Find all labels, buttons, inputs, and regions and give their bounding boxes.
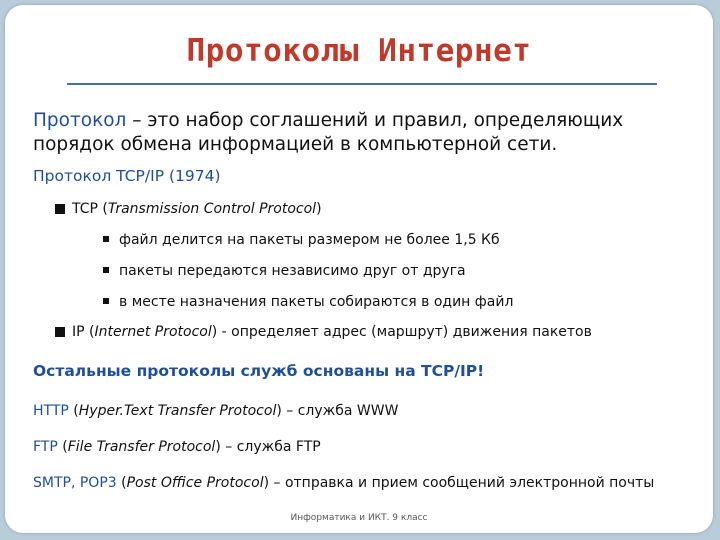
intro-line-1	[33, 110, 623, 132]
footer: Информатика и ИКТ. 9 класс	[290, 513, 428, 523]
slide-title: Протоколы Интернет	[186, 33, 532, 69]
tcp-bullet-text: файл делится на пакеты размером не более 1,5 Кб	[119, 232, 500, 248]
tcp-bullet-3	[103, 294, 513, 310]
tcp-bullet-text: пакеты передаются независимо друг от друга	[119, 263, 466, 279]
protocol-desc: ) – служба WWW	[276, 403, 399, 419]
protocol-full: File Transfer Protocol	[67, 439, 216, 455]
checkbox-bullet-icon	[55, 327, 65, 337]
tcp-full: Transmission Control Protocol	[107, 201, 317, 217]
intro-term: Протокол	[33, 110, 127, 131]
tcp-bullet-2	[103, 263, 466, 279]
other-protocols-heading: Остальные протоколы служб основаны на TCP/IP!	[33, 362, 485, 380]
ip-rest: ) - определяет адрес (маршрут) движения пакетов	[211, 324, 592, 340]
protocol-ftp: FTP (File Transfer Protocol) – служба FTP	[33, 439, 321, 455]
square-bullet-icon	[103, 236, 109, 242]
intro-text-1: – это набор соглашений и правил, определяющих	[126, 110, 624, 131]
protocol-name: SMTP, POP3	[33, 475, 117, 491]
ip-item	[55, 324, 592, 340]
tcpip-heading: Протокол TCP/IP (1974)	[33, 167, 221, 185]
intro-line-2: порядок обмена информацией в компьютерной сети.	[33, 134, 558, 155]
square-bullet-icon	[103, 267, 109, 273]
tcp-item	[55, 201, 322, 217]
protocol-http: HTTP (Hyper.Text Transfer Protocol) – служба WWW	[33, 403, 399, 419]
tcp-close: )	[316, 201, 322, 217]
checkbox-bullet-icon	[55, 204, 65, 214]
title-divider	[67, 83, 657, 85]
protocol-full: Post Office Protocol	[126, 475, 264, 491]
tcp-bullet-1	[103, 232, 500, 248]
tcp-bullet-text: в месте назначения пакеты собираются в один файл	[119, 294, 514, 310]
protocol-name: FTP	[33, 439, 58, 455]
tcp-abbr: TCP (	[72, 201, 108, 217]
protocol-desc: ) – служба FTP	[215, 439, 321, 455]
protocol-smtp-pop3: SMTP, POP3 (Post Office Protocol) – отправка и прием сообщений электронной почты	[33, 475, 655, 491]
slide	[5, 5, 713, 533]
ip-full: Internet Protocol	[94, 324, 212, 340]
square-bullet-icon	[103, 298, 109, 304]
protocol-name: HTTP	[33, 403, 69, 419]
protocol-full: Hyper.Text Transfer Protocol	[78, 403, 277, 419]
ip-abbr: IP (	[72, 324, 95, 340]
protocol-desc: ) – отправка и прием сообщений электронной почты	[263, 475, 655, 491]
